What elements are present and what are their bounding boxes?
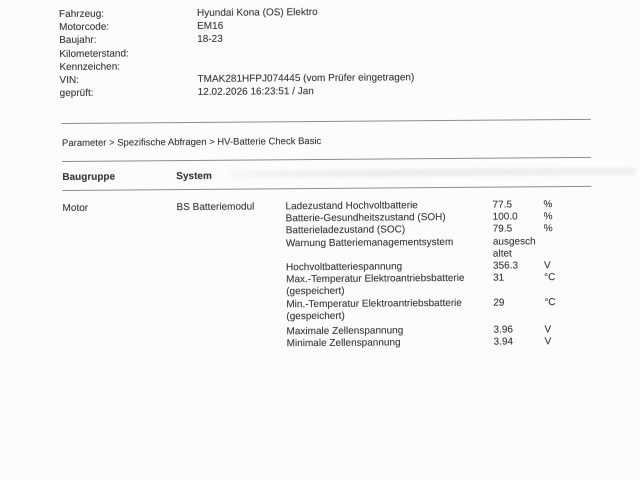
info-row-geprueft [60,84,415,100]
info-label: Kennzeichen: [59,61,121,73]
info-row-vin [59,71,414,87]
divider-top [62,119,591,124]
param-label: Max.-Temperatur Elektroantriebsbatterie (gespeichert) [286,273,465,298]
param-unit: % [543,199,553,211]
info-label: Baujahr: [59,35,97,47]
param-unit: °C [544,296,556,308]
info-label: Fahrzeug: [58,8,105,21]
column-header-baugruppe: Baugruppe [62,171,116,183]
info-label: Kilometerstand: [59,48,129,60]
param-unit: V [543,260,551,272]
cell-system: BS Batteriemodul [176,201,255,214]
info-value: 18-23 [197,34,223,46]
divider-above-header [62,157,591,162]
param-value: 29 [493,297,505,309]
param-label: Minimale Zellenspannung [286,337,401,350]
param-unit: V [544,336,552,348]
param-label: Min.-Temperatur Elektroantriebsbatterie (gespeichert) [286,297,462,323]
divider-below-header [62,186,591,191]
info-label: Motorcode: [59,21,110,34]
info-label: VIN: [59,74,80,86]
param-value: 77.5 [492,199,513,211]
breadcrumb: Parameter > Spezifische Abfragen > HV-Batterie Check Basic [61,135,322,149]
column-header-system: System [176,170,212,183]
info-value: Hyundai Kona (OS) Elektro [196,6,318,19]
param-value: 3.94 [493,336,514,348]
param-label: Maximale Zellenspannung [286,325,404,338]
param-label: Hochvoltbatteriespannung [285,261,403,274]
param-value: 356.3 [492,260,519,272]
scan-artifact-smudge [230,167,635,177]
param-label: Batterieladezustand (SOC) [285,224,406,237]
param-value: 31 [493,272,505,284]
vehicle-info-block [59,5,414,100]
table-row [287,336,637,351]
param-unit: °C [544,272,556,284]
param-value: 79.5 [492,223,513,236]
parameter-list [285,198,636,350]
table-row [286,235,636,262]
parameter-table [62,198,636,352]
param-unit: % [543,211,553,223]
info-value: EM16 [197,20,224,33]
table-row [286,296,636,323]
info-value: TMAK281HFPJ074445 (vom Prüfer eingetragen) [197,72,415,85]
info-value: 12.02.2026 16:23:51 / Jan [197,86,314,99]
param-value: 3.96 [493,324,514,336]
param-unit: V [544,324,552,336]
info-label: geprüft: [59,87,94,100]
param-unit: % [543,223,553,235]
param-label: Ladezustand Hochvoltbatterie [285,200,418,213]
param-label: Warnung Batteriemanagementsystem [285,236,454,249]
param-value: ausgesch altet [492,235,536,260]
cell-baugruppe: Motor [62,202,89,214]
param-value: 100.0 [492,211,518,223]
table-row [286,272,636,299]
param-label: Batterie-Gesundheitszustand (SOH) [285,212,446,225]
